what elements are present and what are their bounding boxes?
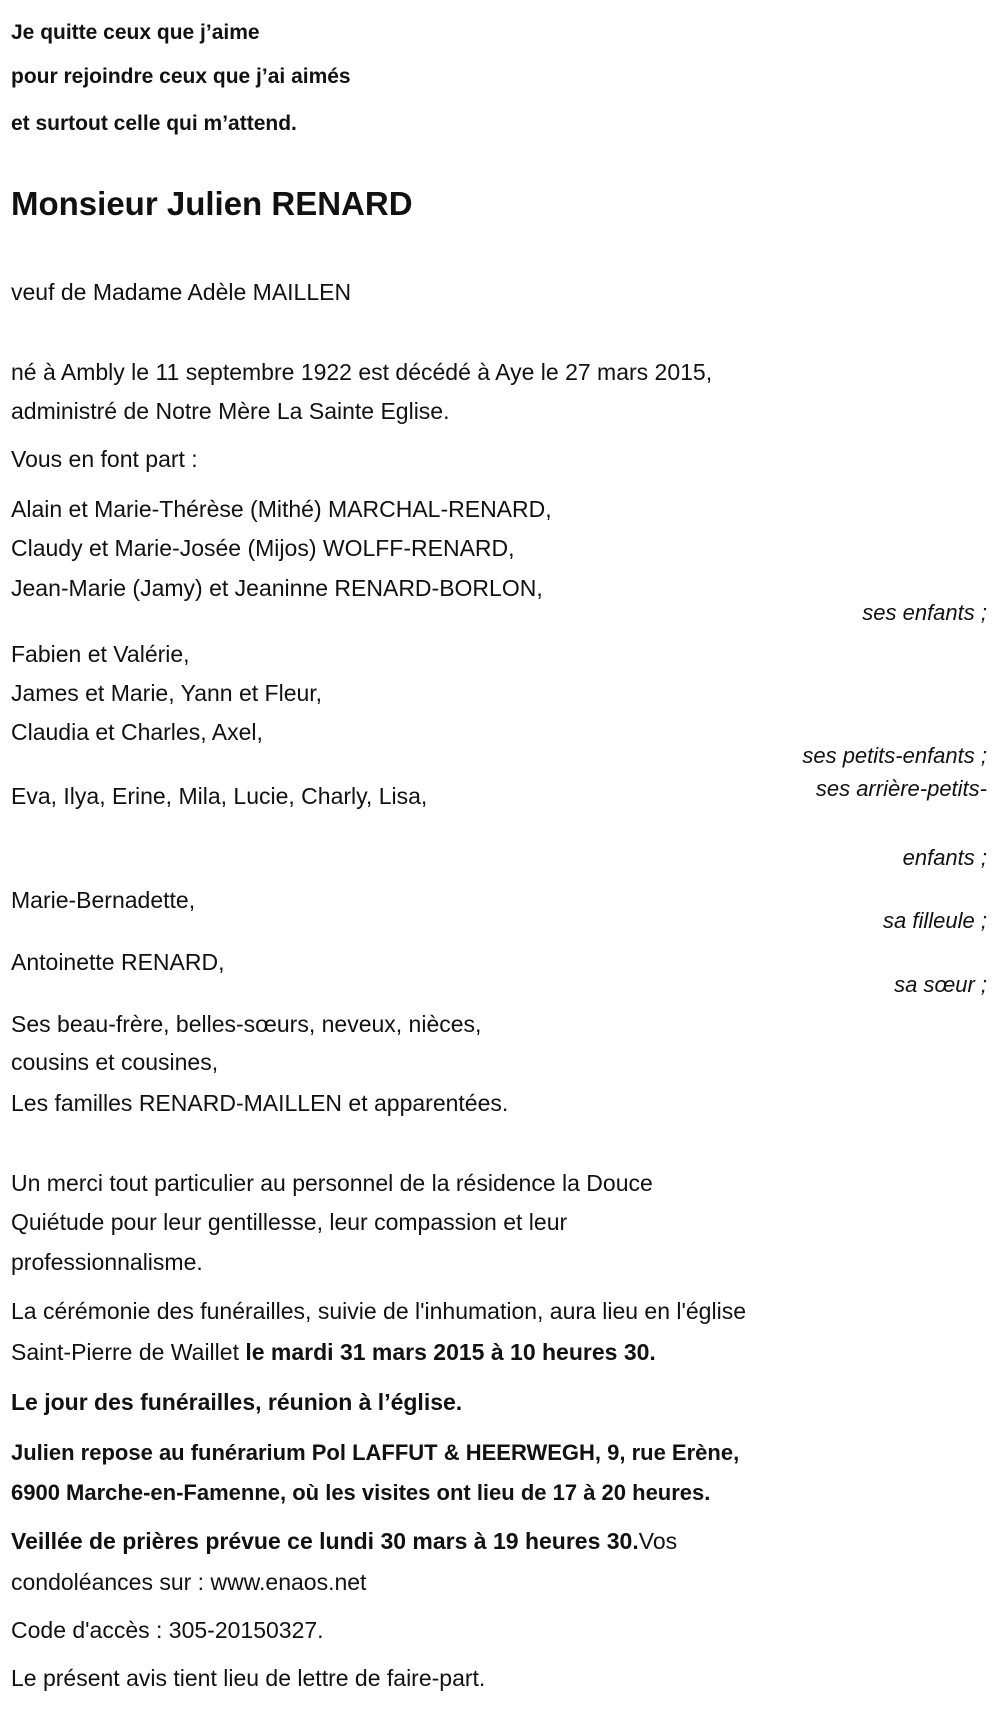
relation-label: sa filleule ; [883,908,987,933]
relation-label: sa sœur ; [894,972,987,997]
children-line: Alain et Marie-Thérèse (Mithé) MARCHAL-RENARD, [11,496,552,522]
thanks-line: Un merci tout particulier au personnel de la résidence la Douce [11,1170,653,1196]
funerarium-line: Julien repose au funérarium Pol LAFFUT & HEERWEGH, 9, rue Erène, [11,1440,740,1465]
family-line: Les familles RENARD-MAILLEN et apparentées. [11,1090,509,1116]
widower-line: veuf de Madame Adèle MAILLEN [11,279,352,305]
condolences-start: Vos [638,1528,678,1554]
ceremony-datetime: le mardi 31 mars 2015 à 10 heures 30. [245,1339,656,1365]
relation-label: ses enfants ; [862,600,987,625]
grandchildren-line: James et Marie, Yann et Fleur, [11,680,323,706]
family-line: Ses beau-frère, belles-sœurs, neveux, nièces, [11,1011,482,1037]
page-title: Monsieur Julien RENARD [11,185,413,222]
funerarium-line: 6900 Marche-en-Famenne, où les visites ont lieu de 17 à 20 heures. [11,1480,711,1505]
family-line: cousins et cousines, [11,1049,219,1075]
poem-line: pour rejoindre ceux que j’ai aimés [11,65,351,88]
meeting-line: Le jour des funérailles, réunion à l’église. [11,1389,463,1415]
poem-line: Je quitte ceux que j’aime [11,21,260,44]
ceremony-place: Saint-Pierre de Waillet [11,1339,246,1365]
birth-death-line: administré de Notre Mère La Sainte Eglise. [11,398,450,424]
relation-label: ses arrière-petits- [815,776,987,801]
access-code-line: Code d'accès : 305-20150327. [11,1617,324,1643]
thanks-line: professionnalisme. [11,1249,203,1275]
grandchildren-line: Fabien et Valérie, [11,641,190,667]
condolences-line: condoléances sur : www.enaos.net [11,1569,367,1595]
vigil-line [11,1521,677,1561]
ceremony-line: La cérémonie des funérailles, suivie de l'inhumation, aura lieu en l'église [11,1298,746,1324]
great-grandchildren-line: Eva, Ilya, Erine, Mila, Lucie, Charly, Lisa, [11,783,428,809]
ceremony-line [11,1332,656,1372]
grandchildren-line: Claudia et Charles, Axel, [11,719,263,745]
birth-death-line: né à Ambly le 11 septembre 1922 est décédé à Aye le 27 mars 2015, [11,359,713,385]
children-line: Claudy et Marie-Josée (Mijos) WOLFF-RENARD, [11,535,515,561]
goddaughter-line: Marie-Bernadette, [11,887,196,913]
relation-label: enfants ; [902,845,987,870]
relation-label: ses petits-enfants ; [802,743,987,768]
closing-line: Le présent avis tient lieu de lettre de faire-part. [11,1665,486,1691]
sister-line: Antoinette RENARD, [11,949,225,975]
thanks-line: Quiétude pour leur gentillesse, leur compassion et leur [11,1209,568,1235]
vigil-text: Veillée de prières prévue ce lundi 30 mars à 19 heures 30. [11,1528,639,1554]
children-line: Jean-Marie (Jamy) et Jeaninne RENARD-BORLON, [11,575,543,601]
announce-line: Vous en font part : [11,446,198,472]
poem-line: et surtout celle qui m’attend. [11,112,297,135]
